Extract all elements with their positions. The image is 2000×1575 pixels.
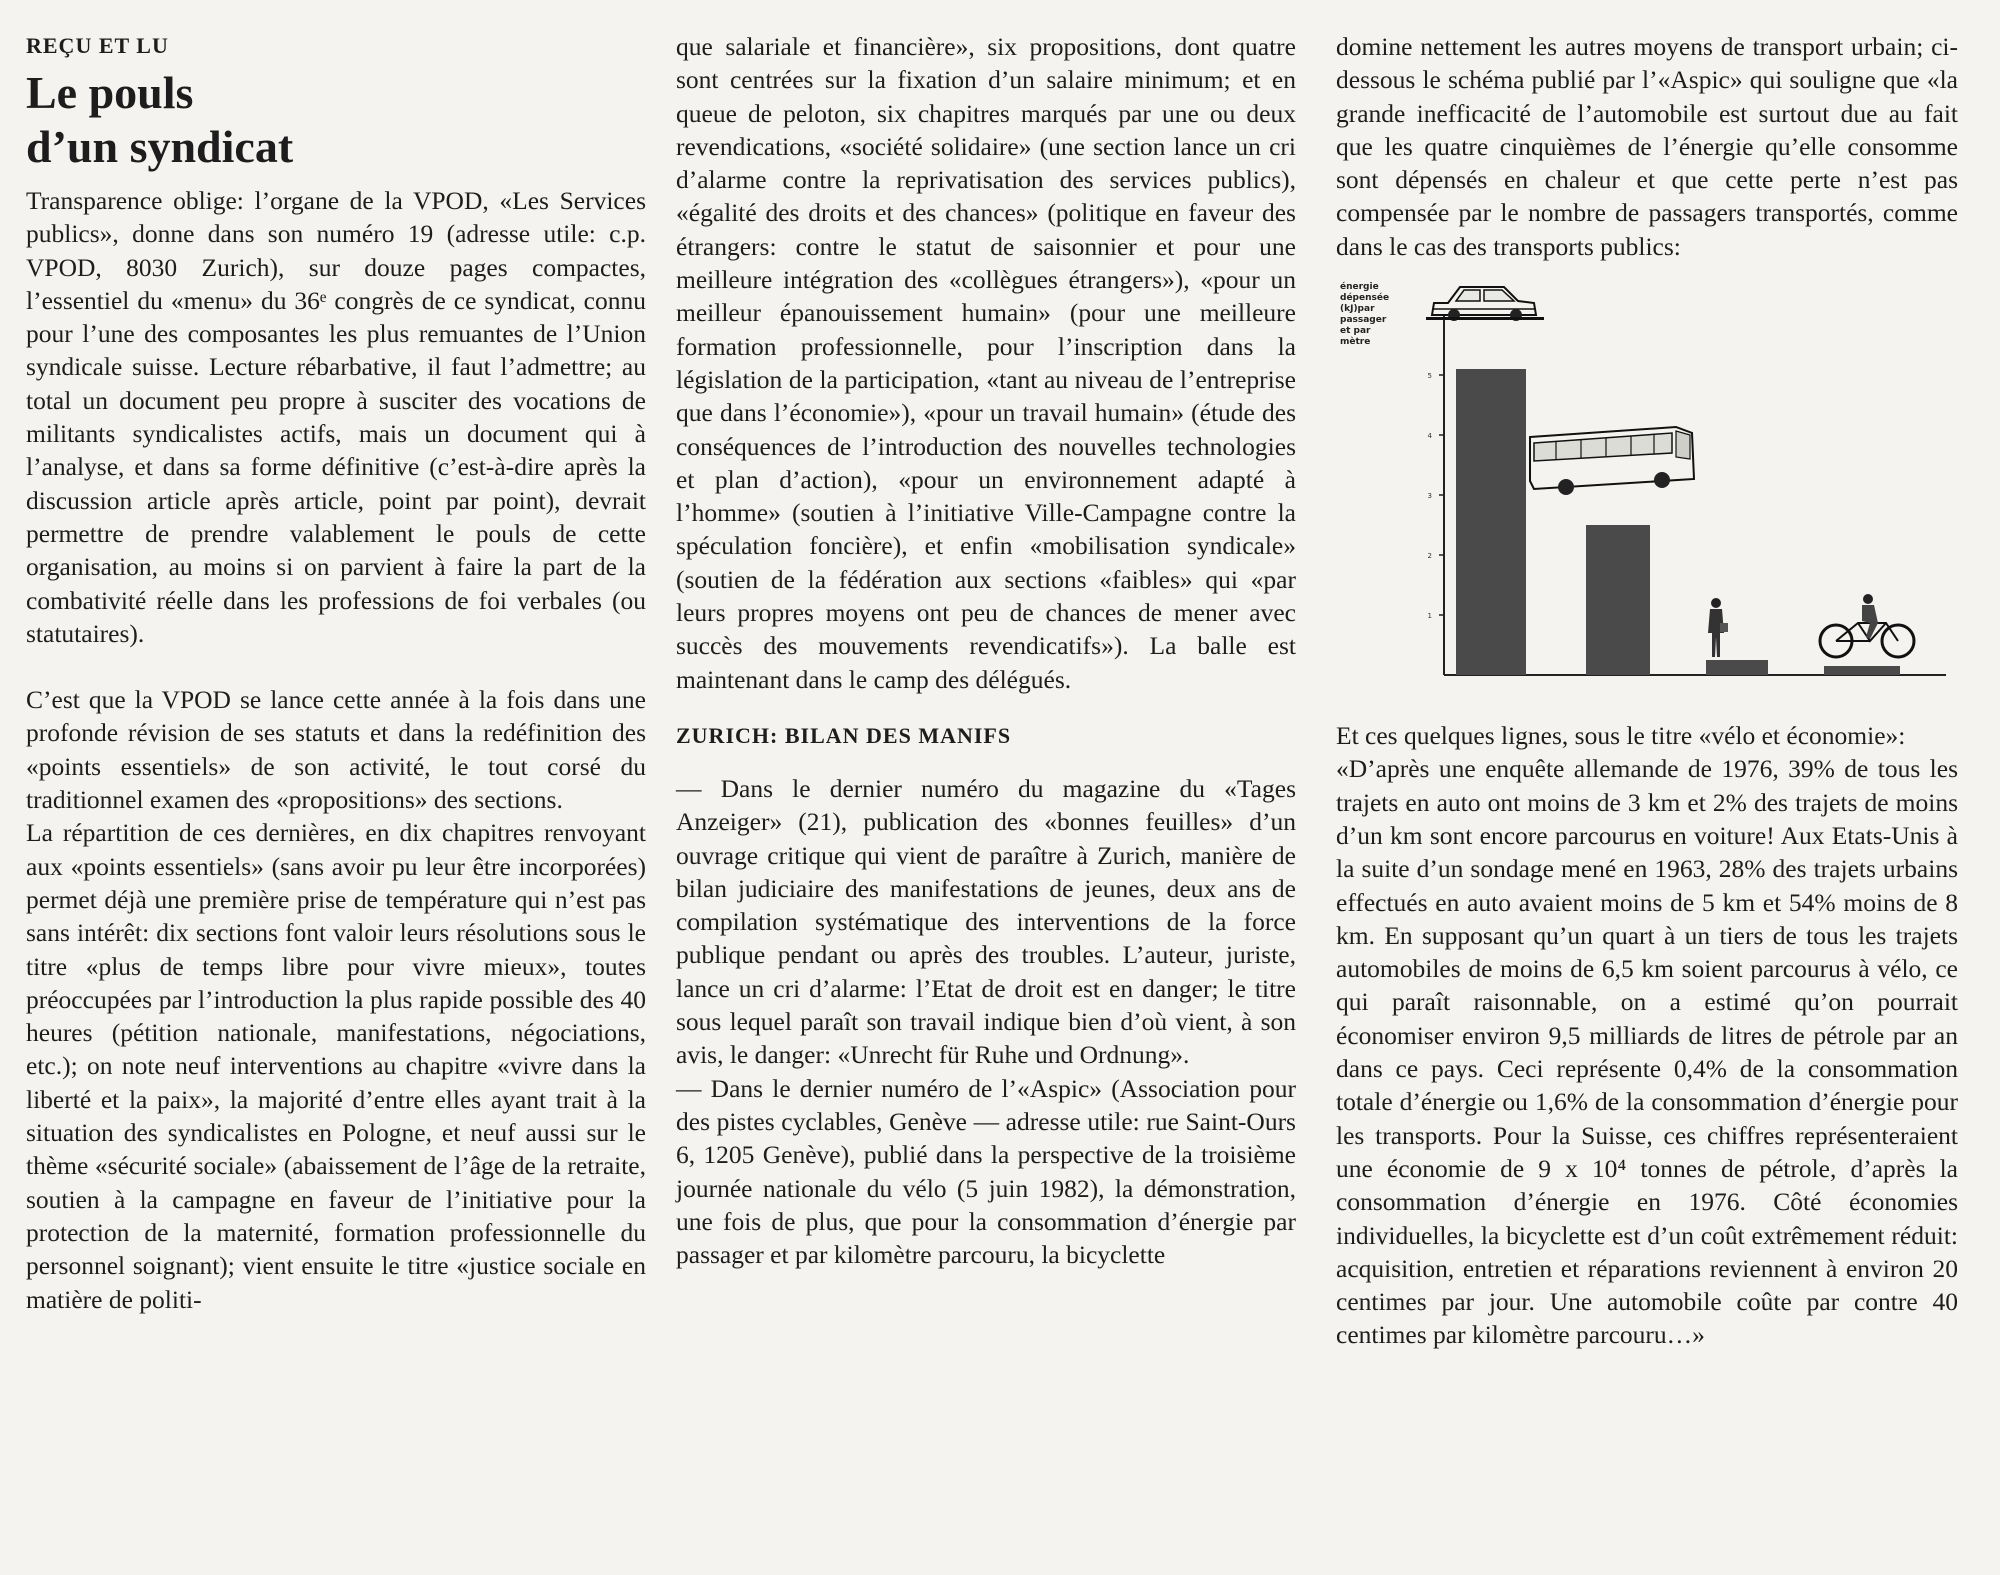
paragraph: que salariale et financière», six propositions, dont quatre sont centrées sur la fixation d’un salaire minimum; et en queue de peloton, six chapitres marqués par une ou deux revendications, «société solidaire» (une section lance un cri d’alarme contre la reprivatisation des services publics), «égalité des droits et des chances» (politique en faveur des étrangers: contre le statut de saisonnier et pour une meilleure intégration des «collègues étrangers»), «pour un meilleur épanouissement humain» (pour une meilleure formation professionnelle, pour l’inscription dans la législation de la participation, «tant au niveau de l’entreprise que dans l’économie»), «pour un travail humain» (étude des conséquences de l’introduction des nouvelles technologies et plan d’action), «pour un environnement adapté à l’homme» (soutien à l’initiative Ville-Campagne contre la spéculation foncière), et enfin «mobilisation syndicale» (soutien de la fédération aux sections «faibles» qui «par leurs propres moyens ont peu de chances de mener avec succès des mouvements revendicatifs»). La balle est maintenant dans le camp des délégués. [676,32,1296,694]
y-axis-label-line: (kJ)par [1340,304,1375,315]
headline-line-2: d’un syndicat [26,121,294,172]
y-tick-label: 2 [1427,552,1432,561]
bar-bicycle [1824,666,1900,675]
y-tick-label: 5 [1427,372,1432,381]
y-axis-label [1340,281,1389,347]
y-tick-label: 1 [1427,612,1432,621]
car-icon [1426,287,1544,321]
paragraph: Transparence oblige: l’organe de la VPOD, «Les Services publics», donne dans son numéro 19 (adresse utile: c.p. VPOD, 8030 Zurich), sur douze pages compactes, l’essentiel du «menu» du 36ᵉ congrès de ce syndicat, connu pour l’une des composantes les plus remuantes de l’Union syndicale suisse. Lecture rébarbative, il faut l’admettre; au total un document peu propre à susciter des vocations de militants syndicalistes actifs, mais un document qui à l’analyse, et dans sa forme définitive (c’est-à-dire après la discussion article après article, point par point), devrait permettre de prendre valablement le pouls de cette organisation, au moins si on parvient à faire la part de la combativité réelle dans les professions de foi verbales (ou statutaires). [26,186,646,648]
headline-line-1: Le pouls [26,67,194,118]
paragraph: domine nettement les autres moyens de transport urbain; ci-dessous le schéma publié par l’«Aspic» qui souligne que «la grande inefficacité de l’automobile est surtout due au fait que les quatre cinquièmes de l’énergie qu’elle consomme sont dépensés en chaleur et que cette perte n’est pas compensée par le nombre de passagers transportés, comme dans le cas des transports publics: [1336,32,1958,261]
y-tick-label: 3 [1427,492,1432,501]
subheading: ZURICH: BILAN DES MANIFS [676,722,1012,748]
paragraph: — Dans le dernier numéro du magazine du «Tages Anzeiger» (21), publication des «bonnes feuilles» d’un ouvrage critique qui vient de paraître à Zurich, manière de bilan judiciaire des manifestations de jeunes, deux ans de compilation systématique des interventions de la force publique pendant ou après des troubles. L’auteur, juriste, lance un cri d’alarme: l’Etat de droit est en danger; le titre sous lequel paraît son travail indique bien d’où vient, à son avis, le danger: «Unrecht für Ruhe und Ordnung». [676,773,1296,1070]
y-axis-label-line: mètre [1340,337,1371,348]
column-3 [1336,30,1958,1352]
bus-icon [1530,427,1694,495]
y-axis-label-line: et par [1340,326,1371,337]
paragraph: Et ces quelques lignes, sous le titre «vélo et économie»: [1336,721,1906,751]
section-kicker: REÇU ET LU [26,33,169,58]
energy-chart-svg [1336,275,1956,709]
pedestrian-icon [1708,598,1728,657]
bicycle-icon [1820,594,1914,657]
y-axis-label-line: énergie [1340,282,1379,293]
y-tick-label: 4 [1427,432,1432,441]
paragraph: La répartition de ces dernières, en dix chapitres renvoyant aux «points essentiels» (sans avoir pu leur être incorporées) permet déjà une première prise de température qui n’est pas sans intérêt: dix sections font valoir leurs résolutions sous le titre «plus de temps libre pour vivre mieux», toutes préoccupées par l’introduction la plus rapide possible des 40 heures (pétition nationale, manifestations, négociations, etc.); on note neuf interventions au chapitre «vivre dans la liberté et la paix», la majorité d’entre elles ayant trait à la situation des syndicalistes en Pologne, et neuf aussi sur le thème «sécurité sociale» (abaissement de l’âge de la retraite, soutien à la campagne en faveur de l’initiative pour la protection de la maternité, formation professionnelle du personnel soignant); vient ensuite le titre «justice sociale en matière de politi- [26,818,646,1314]
energy-chart [1336,275,1958,709]
y-axis-label-line: passager [1340,315,1387,326]
bar-bus [1586,525,1650,675]
headline [26,66,646,174]
y-axis-label-line: dépensée [1340,293,1390,304]
column-2 [676,30,1296,1271]
paragraph: C’est que la VPOD se lance cette année à la fois dans une profonde révision de ses statuts et dans la redéfinition des «points essentiels» de son activité, le tout corsé du traditionnel examen des «propositions» des sections. [26,685,646,815]
paragraph: «D’après une enquête allemande de 1976, 39% de tous les trajets en auto ont moins de 3 km et 2% des trajets de moins d’un km sont encore parcourus en voiture! Aux Etats-Unis à la suite d’un sondage mené en 1963, 28% des trajets urbains effectués en auto avaient moins de 5 km et 54% moins de 8 km. En supposant qu’un quart à un tiers de tous les trajets automobiles de moins de 6,5 km soient parcourus à vélo, ce qui paraît raisonnable, on a estimé qu’on pourrait économiser environ 9,5 milliards de litres de pétrole par an dans ce pays. Ceci représente 0,4% de la consommation totale d’énergie ou 1,6% de la consommation d’énergie pour les transports. Pour la Suisse, ces chiffres représenteraient une économie de 9 x 10⁴ tonnes de pétrole, d’après la consommation d’énergie en 1976. Côté économies individuelles, la bicyclette est d’un coût extrêmement réduit: acquisition, entretien et réparations reviennent à environ 20 centimes par jour. Une automobile coûte par contre 40 centimes par kilomètre parcouru…» [1336,754,1958,1350]
paragraph: — Dans le dernier numéro de l’«Aspic» (Association pour des pistes cyclables, Genève — adresse utile: rue Saint-Ours 6, 1205 Genève), publié dans la perspective de la troisième journée nationale du vélo (5 juin 1982), la démonstration, une fois de plus, que pour la consommation d’énergie par passager et par kilomètre parcouru, la bicyclette [676,1073,1296,1270]
bar-pedestrian [1706,660,1768,675]
bar-car [1456,369,1526,675]
column-1 [26,30,646,1316]
